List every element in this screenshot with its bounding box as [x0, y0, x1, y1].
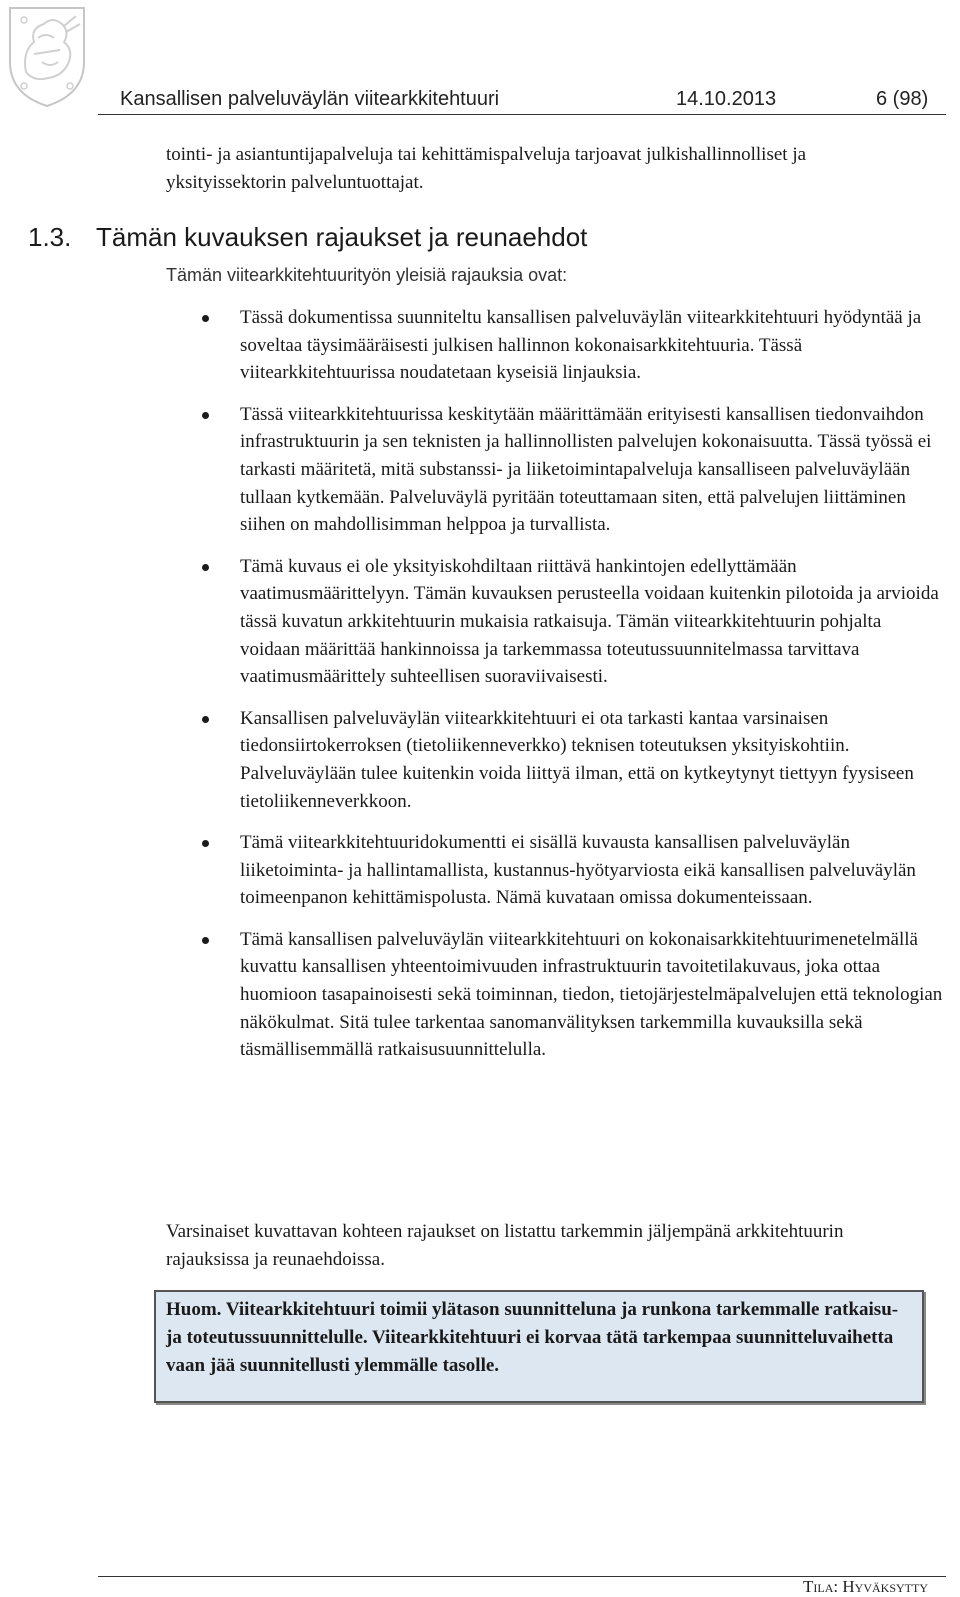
bullet-icon	[202, 412, 209, 419]
list-item-text: Tämä kansallisen palveluväylän viitearkkitehtuuri on kokonaisarkkitehtuurimenetelmällä kuvattu kansallisen yhteentoimivuuden infrastruktuurin tavoitetilakuvaus, joka ottaa huomioon tasapainoisesti sekä toiminnan, tiedon, tietojärjestelmäpalvelujen että teknologian näkökulmat. Sitä tulee tarkentaa sanomanvälityksen tarkemmilla kuvauksilla sekä täsmällisemmällä ratkaisusuunnittelulla.	[240, 928, 943, 1061]
list-item-text: Tämä kuvaus ei ole yksityiskohdiltaan riittävä hankintojen edellyttämään vaatimusmäärittelyyn. Tämän kuvauksen perusteella voidaan kuitenkin pilotoida ja arvioida tässä kuvatun arkkitehtuurin mukaisia ratkaisuja. Tämän viitearkkitehtuurin pohjalta voidaan määrittää hankinnoissa ja tarkemmassa toteutussuunnitelmassa tarvittava vaatimusmäärittely suhteellisen suoraviivaisesti.	[240, 555, 939, 688]
section-lead: Tämän viitearkkitehtuurityön yleisiä rajauksia ovat:	[166, 265, 568, 285]
note-box	[154, 1290, 924, 1403]
limitations-list	[166, 304, 946, 1078]
bullet-icon	[202, 315, 209, 322]
list-item	[166, 829, 946, 912]
header-divider	[98, 114, 946, 115]
bullet-icon	[202, 564, 209, 571]
bullet-icon	[202, 937, 209, 944]
document-status: Tila: Hyväksytty	[803, 1577, 928, 1596]
list-item-text: Tässä dokumentissa suunniteltu kansallisen palveluväylän viitearkkitehtuuri hyödyntää ja soveltaa täysimääräisesti julkisen hallinnon kokonaisarkkitehtuuria. Tässä viitearkkitehtuurissa noudatetaan kyseisiä linjauksia.	[240, 307, 922, 384]
closing-paragraph: Varsinaiset kuvattavan kohteen rajaukset on listattu tarkemmin jäljempänä arkkitehtuurin rajauksissa ja reunaehdoissa.	[166, 1221, 844, 1270]
section-heading	[28, 222, 928, 253]
page-number: 6 (98)	[876, 88, 929, 110]
list-item-text: Tämä viitearkkitehtuuridokumentti ei sisällä kuvausta kansallisen palveluväylän liiketoiminta- ja hallintamallista, kustannus-hyötyarviosta eikä kansallisen palveluväylän toimeenpanon kehittämispolusta. Nämä kuvataan omissa dokumenteissaan.	[240, 832, 916, 909]
coat-of-arms-lion-icon	[4, 2, 90, 108]
bullet-icon	[202, 840, 209, 847]
list-item-text: Tässä viitearkkitehtuurissa keskitytään määrittämään erityisesti kansallisen tiedonvaihdon infrastruktuurin ja sen teknisten ja hallinnollisten palvelujen kokonaisuutta. Tässä työssä ei tarkasti määritetä, mitä substanssi- ja liiketoimintapalveluja kansalliseen palveluväylään tullaan kytkemään. Palveluväylä pyritään toteuttamaan siten, että palvelujen liittäminen siihen on mahdollisimman helppoa ja turvallista.	[240, 403, 932, 536]
list-item	[166, 553, 946, 691]
list-item	[166, 304, 946, 387]
intro-paragraph: tointi- ja asiantuntijapalveluja tai kehittämispalveluja tarjoavat julkishallinnolliset ja yksityissektorin palveluntuottajat.	[166, 144, 807, 193]
section-title: Tämän kuvauksen rajaukset ja reunaehdot	[96, 222, 588, 252]
list-item	[166, 401, 946, 539]
list-item-text: Kansallisen palveluväylän viitearkkitehtuuri ei ota tarkasti kantaa varsinaisen tiedonsiirtokerroksen (tietoliikenneverkko) teknisen toteutuksen yksityiskohtiin. Palveluväylään tulee kuitenkin voida liittyä ilman, että on kytkeytynyt tiettyyn fyysiseen tietoliikenneverkkoon.	[240, 707, 914, 812]
document-title: Kansallisen palveluväylän viitearkkitehtuuri	[120, 88, 500, 110]
document-date: 14.10.2013	[676, 88, 777, 110]
note-text: Huom. Viitearkkitehtuuri toimii ylätason suunnitteluna ja runkona tarkemmalle ratkaisu- ja toteutussuunnittelulle. Viitearkkitehtuuri ei korvaa tätä tarkempaa suunnitteluvaihetta vaan jää suunnitellusti ylemmälle tasolle.	[166, 1299, 899, 1376]
intro-block	[166, 141, 946, 197]
list-item	[166, 926, 946, 1064]
list-item	[166, 705, 946, 815]
section-number: 1.3.	[28, 222, 72, 252]
bullet-icon	[202, 716, 209, 723]
